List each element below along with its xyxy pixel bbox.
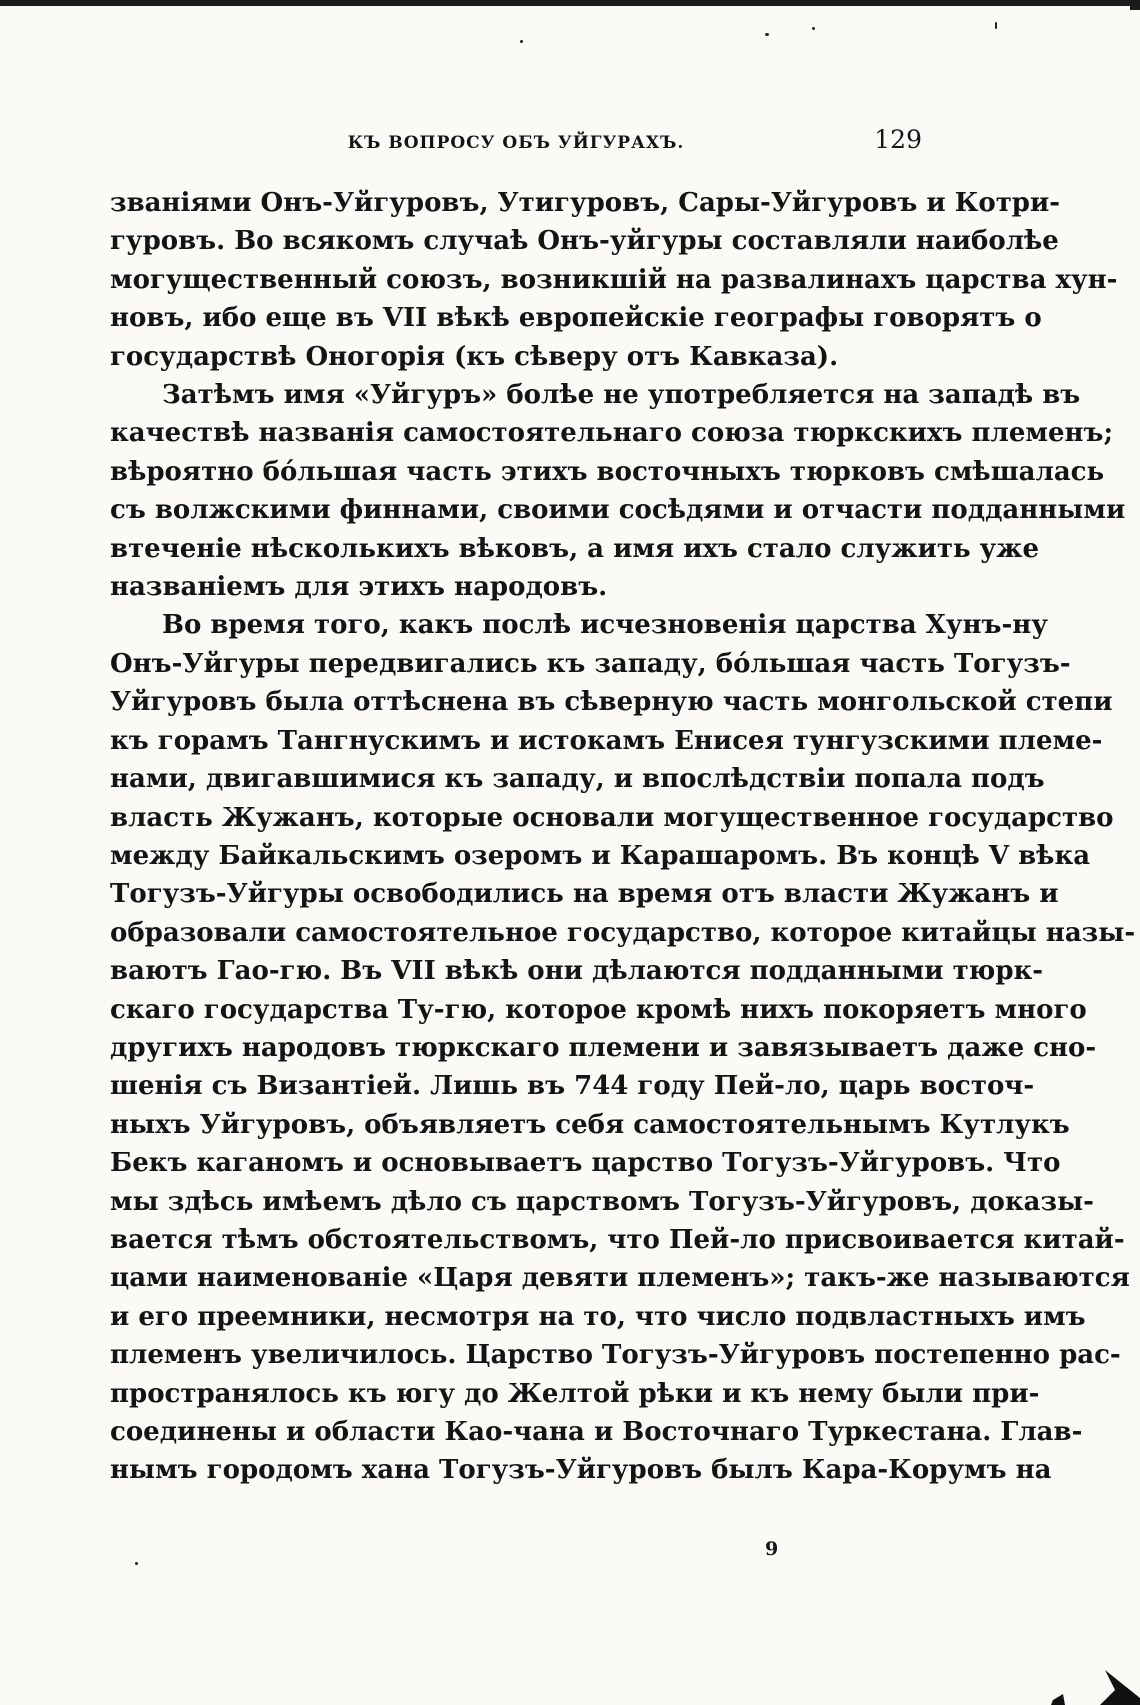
- page-number: 129: [874, 125, 922, 154]
- scan-speck: [765, 33, 769, 36]
- text-line: и его преемники, несмотря на то, что число подвластныхъ имъ: [110, 1301, 1086, 1332]
- scan-edge-rule: [0, 0, 1140, 6]
- text-line: власть Жужанъ, которые основали могущественное государство: [110, 802, 1114, 833]
- text-line: другихъ народовъ тюркскаго племени и завязываетъ даже сно-: [110, 1032, 1097, 1063]
- scan-speck: [135, 1562, 138, 1565]
- text-line: Бекъ каганомъ и основываетъ царство Тогузъ-Уйгуровъ. Что: [110, 1148, 1061, 1179]
- text-line: племенъ увеличилось. Царство Тогузъ-Уйгуровъ постепенно рас-: [110, 1340, 1121, 1371]
- paragraph: [110, 606, 1136, 1489]
- scan-speck: [812, 27, 815, 30]
- text-line: ваютъ Гао-гю. Въ VII вѣкѣ они дѣлаются подданными тюрк-: [110, 956, 1044, 987]
- text-line: къ горамъ Тангнускимъ и истокамъ Енисея тунгузскими племе-: [110, 725, 1103, 756]
- text-line: съ волжскими финнами, своими сосѣдями и отчасти подданными: [110, 495, 1126, 526]
- text-line: соединены и области Као-чана и Восточнаго Туркестана. Глав-: [110, 1417, 1083, 1447]
- text-line: могущественный союзъ, возникшій на развалинахъ царства хун-: [110, 264, 1118, 295]
- text-line: цами наименованіе «Царя девяти племенъ»; такъ-же называются: [110, 1263, 1130, 1294]
- text-line: мы здѣсь имѣемъ дѣло съ царствомъ Тогузъ-Уйгуровъ, доказы-: [110, 1186, 1094, 1217]
- text-line: образовали самостоятельное государство, которое китайцы назы-: [110, 917, 1136, 948]
- text-line: скаго государства Ту-гю, которое кромѣ нихъ покоряетъ много: [110, 994, 1087, 1025]
- running-title: КЪ ВОПРОСУ ОБЪ УЙГУРАХЪ.: [347, 133, 685, 153]
- text-line: Тогузъ-Уйгуры освободились на время отъ власти Жужанъ и: [110, 879, 1059, 910]
- text-line: качествѣ названія самостоятельнаго союза тюркскихъ племенъ;: [110, 418, 1114, 449]
- text-line: Во время того, какъ послѣ исчезновенія царства Хунъ-ну: [162, 610, 1048, 641]
- scan-speck: [995, 22, 997, 29]
- text-line: гуровъ. Во всякомъ случаѣ Онъ-уйгуры составляли наиболѣе: [110, 226, 1059, 257]
- text-line: нами, двигавшимися къ западу, и впослѣдствіи попала подъ: [110, 764, 1045, 795]
- text-line: новъ, ибо еще въ VII вѣкѣ европейскіе географы говорятъ о: [110, 303, 1042, 334]
- text-line: названіемъ для этихъ народовъ.: [110, 572, 608, 603]
- text-line: втеченіе нѣсколькихъ вѣковъ, а имя ихъ стало служить уже: [110, 533, 1040, 564]
- body-text: [110, 184, 1136, 1490]
- text-line: нымъ городомъ хана Тогузъ-Уйгуровъ былъ Кара-Корумъ на: [110, 1455, 1052, 1486]
- paragraph: [110, 184, 1118, 376]
- text-line: Уйгуровъ была оттѣснена въ сѣверную часть монгольской степи: [110, 687, 1113, 718]
- text-line: званіями Онъ-Уйгуровъ, Утигуровъ, Сары-Уйгуровъ и Котри-: [110, 188, 1061, 218]
- text-line: Онъ-Уйгуры передвигались къ западу, бóльшая часть Тогузъ-: [110, 648, 1071, 679]
- text-line: вается тѣмъ обстоятельствомъ, что Пей-ло присвоивается китай-: [110, 1224, 1125, 1255]
- text-line: пространялось къ югу до Желтой рѣки и къ нему были при-: [110, 1378, 1040, 1409]
- signature-mark: 9: [765, 1538, 779, 1560]
- text-line: шенія съ Византіей. Лишь въ 744 году Пей-ло, царь восточ-: [110, 1071, 1035, 1102]
- scan-corner-mark: [1045, 1660, 1140, 1705]
- text-line: между Байкальскимъ озеромъ и Карашаромъ. Въ концѣ V вѣка: [110, 840, 1091, 871]
- running-header: [110, 125, 922, 165]
- text-line: государствѣ Оногорія (къ сѣверу отъ Кавказа).: [110, 341, 839, 372]
- scan-speck: [520, 40, 523, 43]
- text-line: Затѣмъ имя «Уйгуръ» болѣе не употребляется на западѣ въ: [162, 380, 1081, 411]
- text-line: вѣроятно бóльшая часть этихъ восточныхъ тюрковъ смѣшалась: [110, 456, 1105, 487]
- text-line: ныхъ Уйгуровъ, объявляетъ себя самостоятельнымъ Кутлукъ: [110, 1109, 1070, 1140]
- paragraph: [110, 376, 1126, 606]
